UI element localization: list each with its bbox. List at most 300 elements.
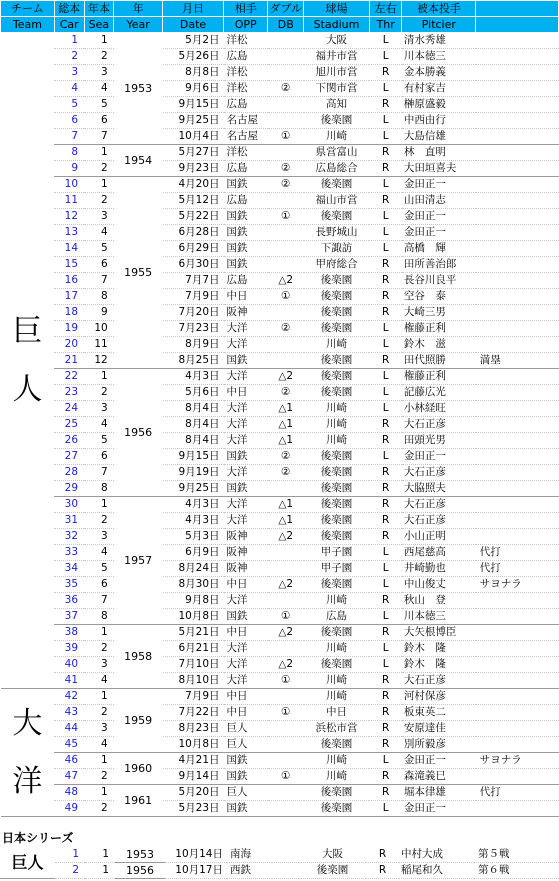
pitcher-cell: 金田正一 (402, 801, 476, 817)
date-cell: 4月3日 (163, 513, 224, 529)
note-cell: サヨナラ (476, 577, 559, 593)
throws-cell: L (369, 401, 402, 417)
header-db: ダブル (269, 2, 303, 15)
season-number: 3 (84, 721, 114, 737)
note-cell (476, 465, 559, 481)
throws-cell: L (369, 385, 402, 401)
pitcher-cell: 榊原盛毅 (402, 97, 476, 113)
throws-cell: R (369, 465, 402, 481)
stadium-cell: 後楽園 (304, 737, 370, 753)
throws-cell: L (369, 129, 402, 145)
stadium-cell: 後楽園 (304, 465, 370, 481)
pitcher-cell: 田代照勝 (402, 353, 476, 369)
throws-cell: R (369, 193, 402, 209)
header-pitcher: Pitcier (402, 17, 476, 33)
opponent-cell: 南海 (227, 847, 272, 863)
date-cell: 7月20日 (163, 305, 224, 321)
opponent-cell: 大洋 (224, 465, 268, 481)
table-row (1, 129, 559, 145)
header-db: DB (268, 17, 304, 33)
throws-cell: L (369, 337, 402, 353)
note-cell (476, 689, 559, 705)
season-number: 2 (84, 161, 114, 177)
stadium-cell: 後楽園 (304, 577, 370, 593)
table-row (1, 209, 559, 225)
header-blank (476, 17, 559, 33)
table-row (1, 433, 559, 449)
stadium-cell: 後楽園 (304, 369, 370, 385)
doubleheader-cell (268, 49, 304, 65)
table-row (1, 353, 559, 369)
doubleheader-cell (268, 481, 304, 497)
year-cell: 1959 (114, 689, 163, 753)
opponent-cell: 名古屋 (224, 129, 268, 145)
stadium-cell: 川崎 (304, 417, 370, 433)
team-cell (1, 33, 55, 689)
header-stadium: 球場 (304, 1, 370, 17)
doubleheader-cell (268, 785, 304, 801)
season-number: 2 (84, 705, 114, 721)
note-cell (476, 193, 559, 209)
opponent-cell: 国鉄 (224, 353, 268, 369)
opponent-cell: 洋松 (224, 33, 268, 49)
pitcher-cell: 西尾慈高 (402, 545, 476, 561)
opponent-cell: 巨人 (224, 721, 268, 737)
date-cell: 4月21日 (163, 753, 224, 769)
date-cell: 10月8日 (163, 609, 224, 625)
stadium-cell: 甲子園 (304, 561, 370, 577)
note-cell (476, 321, 559, 337)
doubleheader-cell (268, 97, 304, 113)
doubleheader-cell: ② (268, 161, 304, 177)
career-number: 18 (54, 305, 84, 321)
opponent-cell: 広島 (224, 161, 268, 177)
career-number: 28 (54, 465, 84, 481)
date-cell: 10月17日 (165, 863, 227, 879)
opponent-cell: 洋松 (224, 145, 268, 161)
table-row (1, 801, 559, 817)
season-number: 3 (84, 65, 114, 81)
note-cell (476, 417, 559, 433)
note-cell (476, 33, 559, 49)
note-cell (476, 305, 559, 321)
opponent-cell: 中日 (224, 385, 268, 401)
header-car: Car (54, 17, 84, 33)
date-cell: 8月23日 (163, 721, 224, 737)
pitcher-cell: 高橋 輝 (402, 241, 476, 257)
header-date: Date (163, 17, 224, 33)
table-row (1, 545, 559, 561)
date-cell: 8月4日 (163, 433, 224, 449)
career-number: 26 (54, 433, 84, 449)
table-row (1, 337, 559, 353)
opponent-cell: 中日 (224, 577, 268, 593)
opponent-cell: 広島 (224, 273, 268, 289)
doubleheader-cell (268, 545, 304, 561)
date-cell: 5月12日 (163, 193, 224, 209)
note-cell (476, 113, 559, 129)
season-number: 8 (84, 609, 114, 625)
opponent-cell: 阪神 (224, 561, 268, 577)
opponent-cell: 大洋 (224, 401, 268, 417)
season-number: 5 (84, 97, 114, 113)
note-cell (476, 625, 559, 641)
season-number: 4 (84, 417, 114, 433)
pitcher-cell: 大石正彦 (402, 497, 476, 513)
note-cell (476, 65, 559, 81)
opponent-cell: 国鉄 (224, 177, 268, 193)
stadium-cell: 福井市営 (304, 49, 370, 65)
date-cell: 6月21日 (163, 641, 224, 657)
pitcher-cell: 大島信雄 (402, 129, 476, 145)
table-row (1, 721, 559, 737)
career-number: 12 (54, 209, 84, 225)
season-number: 5 (84, 433, 114, 449)
opponent-cell: 大洋 (224, 433, 268, 449)
date-cell: 5月27日 (163, 145, 224, 161)
note-cell: 満塁 (476, 353, 559, 369)
date-cell: 9月6日 (163, 81, 224, 97)
opponent-cell: 中日 (224, 289, 268, 305)
career-number: 39 (54, 641, 84, 657)
season-number: 1 (85, 847, 115, 863)
note-cell: 代打 (476, 561, 559, 577)
career-number: 34 (54, 561, 84, 577)
career-number: 24 (54, 401, 84, 417)
doubleheader-cell: ② (268, 177, 304, 193)
header-sea: Sea (84, 17, 114, 33)
note-cell (476, 385, 559, 401)
throws-cell: R (369, 737, 402, 753)
note-cell: 第６戦 (474, 863, 559, 879)
stadium-cell: 甲府総合 (304, 257, 370, 273)
date-cell: 6月28日 (163, 225, 224, 241)
header-thr: Thr (369, 17, 402, 33)
stadium-cell: 川崎 (304, 433, 370, 449)
pitcher-cell: 金田正一 (402, 753, 476, 769)
career-number: 14 (54, 241, 84, 257)
year-cell: 1960 (114, 753, 163, 785)
stadium-cell: 後楽園 (304, 481, 370, 497)
career-number: 32 (54, 529, 84, 545)
season-number: 1 (84, 177, 114, 193)
pitcher-cell: 秋山 登 (402, 593, 476, 609)
pitcher-cell: 稲尾和久 (399, 863, 474, 879)
header-row (1, 1, 559, 17)
season-number: 4 (84, 737, 114, 753)
note-cell (476, 49, 559, 65)
doubleheader-cell: △2 (268, 273, 304, 289)
stadium-cell: 中日 (304, 705, 370, 721)
career-number: 4 (54, 81, 84, 97)
doubleheader-cell (268, 737, 304, 753)
stadium-cell: 後楽園 (304, 529, 370, 545)
pitcher-cell: 大崎三男 (402, 305, 476, 321)
table-row (1, 65, 559, 81)
throws-cell: L (369, 753, 402, 769)
career-number: 42 (54, 689, 84, 705)
table-row (1, 529, 559, 545)
date-cell: 9月25日 (163, 481, 224, 497)
career-number: 36 (54, 593, 84, 609)
note-cell (476, 81, 559, 97)
throws-cell: L (369, 49, 402, 65)
stadium-cell: 下諏訪 (304, 241, 370, 257)
note-cell (476, 97, 559, 113)
doubleheader-cell (268, 337, 304, 353)
career-number: 1 (55, 847, 85, 863)
season-number: 6 (84, 577, 114, 593)
season-number: 8 (84, 289, 114, 305)
date-cell: 5月6日 (163, 385, 224, 401)
season-number: 10 (84, 321, 114, 337)
opponent-cell: 国鉄 (224, 753, 268, 769)
year-cell: 1953 (114, 33, 163, 145)
season-number: 2 (84, 641, 114, 657)
table-row (1, 561, 559, 577)
note-cell (476, 721, 559, 737)
pitcher-cell: 鈴木 滋 (402, 337, 476, 353)
career-number: 49 (54, 801, 84, 817)
throws-cell: R (369, 433, 402, 449)
note-cell (476, 177, 559, 193)
note-cell (476, 129, 559, 145)
japan-series-table (0, 847, 559, 879)
doubleheader-cell (268, 641, 304, 657)
pitcher-cell: 鈴木 隆 (402, 641, 476, 657)
season-number: 1 (84, 753, 114, 769)
opponent-cell: 大洋 (224, 417, 268, 433)
pitcher-cell: 大石正彦 (402, 673, 476, 689)
pitcher-cell: 山田清志 (402, 193, 476, 209)
season-number: 2 (84, 769, 114, 785)
table-row (1, 417, 559, 433)
career-number: 11 (54, 193, 84, 209)
stadium-cell: 大阪 (299, 847, 366, 863)
throws-cell: L (369, 321, 402, 337)
throws-cell: R (369, 161, 402, 177)
doubleheader-cell: ① (268, 289, 304, 305)
doubleheader-cell (268, 65, 304, 81)
stadium-cell: 川崎 (304, 769, 370, 785)
career-number: 2 (55, 863, 85, 879)
table-row (1, 273, 559, 289)
throws-cell: L (369, 209, 402, 225)
table-row (1, 177, 559, 193)
doubleheader-cell: ① (268, 209, 304, 225)
throws-cell: R (369, 481, 402, 497)
doubleheader-cell: ① (268, 129, 304, 145)
doubleheader-cell: ① (268, 769, 304, 785)
season-number: 4 (84, 545, 114, 561)
date-cell: 7月23日 (163, 321, 224, 337)
table-row (1, 689, 559, 705)
season-number: 3 (84, 209, 114, 225)
date-cell: 6月30日 (163, 257, 224, 273)
stadium-cell: 後楽園 (299, 863, 366, 879)
header-year: Year (114, 17, 163, 33)
stadium-cell: 広島 (304, 609, 370, 625)
throws-cell: R (369, 273, 402, 289)
opponent-cell: 国鉄 (224, 449, 268, 465)
career-number: 21 (54, 353, 84, 369)
throws-cell: R (369, 769, 402, 785)
doubleheader-cell (268, 353, 304, 369)
pitcher-cell: 田頭光男 (402, 433, 476, 449)
stadium-cell: 後楽園 (304, 289, 370, 305)
career-number: 44 (54, 721, 84, 737)
stadium-cell: 後楽園 (304, 273, 370, 289)
stadium-cell: 後楽園 (304, 801, 370, 817)
year-cell: 1953 (115, 847, 165, 863)
career-number: 38 (54, 625, 84, 641)
note-cell (476, 273, 559, 289)
season-number: 3 (84, 401, 114, 417)
team-cell (1, 689, 55, 817)
year-cell: 1954 (114, 145, 163, 177)
opponent-cell: 国鉄 (224, 257, 268, 273)
doubleheader-cell (268, 801, 304, 817)
season-number: 7 (84, 593, 114, 609)
stadium-cell: 川崎 (304, 593, 370, 609)
table-row (1, 369, 559, 385)
career-number: 27 (54, 449, 84, 465)
pitcher-cell: 大矢根博臣 (402, 625, 476, 641)
series-row (0, 863, 559, 879)
season-number: 9 (84, 305, 114, 321)
note-cell (476, 209, 559, 225)
year-cell: 1961 (114, 785, 163, 817)
stadium-cell: 後楽園 (304, 113, 370, 129)
header-team: Team (1, 17, 55, 33)
table-row (1, 81, 559, 97)
note-cell (476, 369, 559, 385)
doubleheader-cell: △1 (268, 417, 304, 433)
pitcher-cell: 中山俊丈 (402, 577, 476, 593)
date-cell: 5月3日 (163, 529, 224, 545)
season-number: 2 (84, 193, 114, 209)
table-row (1, 289, 559, 305)
stadium-cell: 後楽園 (304, 625, 370, 641)
table-row (1, 385, 559, 401)
pitcher-cell: 林 直明 (402, 145, 476, 161)
opponent-cell: 大洋 (224, 337, 268, 353)
pitcher-cell: 森滝義巳 (402, 769, 476, 785)
pitcher-cell: 井崎勤也 (402, 561, 476, 577)
date-cell: 7月9日 (163, 289, 224, 305)
career-number: 10 (54, 177, 84, 193)
pitcher-cell: 小林経旺 (402, 401, 476, 417)
header-blank (476, 1, 559, 17)
pitcher-cell: 大脇照夫 (402, 481, 476, 497)
doubleheader-cell: ① (268, 705, 304, 721)
throws-cell: L (369, 801, 402, 817)
opponent-cell: 阪神 (224, 529, 268, 545)
career-number: 43 (54, 705, 84, 721)
opponent-cell: 国鉄 (224, 225, 268, 241)
throws-cell: R (366, 863, 399, 879)
opponent-cell: 国鉄 (224, 801, 268, 817)
opponent-cell: 広島 (224, 97, 268, 113)
table-row (1, 641, 559, 657)
opponent-cell: 阪神 (224, 545, 268, 561)
doubleheader-cell: ② (268, 385, 304, 401)
header-row (1, 17, 559, 33)
stadium-cell: 長野城山 (304, 225, 370, 241)
date-cell: 8月24日 (163, 561, 224, 577)
pitcher-cell: 長谷川良平 (402, 273, 476, 289)
pitcher-cell: 大石正彦 (402, 513, 476, 529)
table-row (1, 609, 559, 625)
doubleheader-cell (268, 193, 304, 209)
season-number: 4 (84, 81, 114, 97)
career-number: 1 (54, 33, 84, 49)
pitcher-cell: 大石正彦 (402, 465, 476, 481)
date-cell: 8月4日 (163, 417, 224, 433)
career-number: 47 (54, 769, 84, 785)
note-cell (476, 609, 559, 625)
doubleheader-cell: △1 (268, 401, 304, 417)
season-number: 6 (84, 113, 114, 129)
note-cell (476, 433, 559, 449)
pitcher-cell: 金田正一 (402, 449, 476, 465)
table-row (1, 321, 559, 337)
team-char: 洋 (12, 763, 43, 799)
career-number: 23 (54, 385, 84, 401)
doubleheader-cell: △2 (268, 577, 304, 593)
doubleheader-cell (268, 225, 304, 241)
series-team-cell: 巨人 (0, 847, 55, 879)
opponent-cell: 広島 (224, 193, 268, 209)
opponent-cell: 西鉄 (227, 863, 272, 879)
season-number: 7 (84, 465, 114, 481)
season-number: 8 (84, 481, 114, 497)
opponent-cell: 中日 (224, 625, 268, 641)
stadium-cell: 後楽園 (304, 385, 370, 401)
opponent-cell: 国鉄 (224, 481, 268, 497)
pitcher-cell: 川本徳三 (402, 609, 476, 625)
table-row (1, 753, 559, 769)
header-opp: OPP (224, 17, 268, 33)
header-sea: 年本 (84, 1, 114, 17)
career-number: 3 (54, 65, 84, 81)
career-number: 30 (54, 497, 84, 513)
table-row (1, 145, 559, 161)
date-cell: 9月15日 (163, 97, 224, 113)
stadium-cell: 川崎 (304, 401, 370, 417)
throws-cell: L (369, 113, 402, 129)
season-number: 1 (84, 785, 114, 801)
career-number: 31 (54, 513, 84, 529)
table-row (1, 401, 559, 417)
header-date: 月日 (163, 1, 224, 17)
career-number: 13 (54, 225, 84, 241)
opponent-cell: 大洋 (224, 321, 268, 337)
header-car: 総本 (54, 1, 84, 17)
season-number: 5 (84, 561, 114, 577)
header-team: チーム (1, 1, 55, 17)
date-cell: 4月3日 (163, 369, 224, 385)
season-number: 1 (84, 689, 114, 705)
date-cell: 5月22日 (163, 209, 224, 225)
pitcher-cell: 安原達佳 (402, 721, 476, 737)
doubleheader-cell (268, 145, 304, 161)
stadium-cell: 甲子園 (304, 545, 370, 561)
season-number: 2 (84, 513, 114, 529)
date-cell: 5月23日 (163, 801, 224, 817)
pitcher-cell: 空谷 泰 (402, 289, 476, 305)
note-cell (476, 225, 559, 241)
